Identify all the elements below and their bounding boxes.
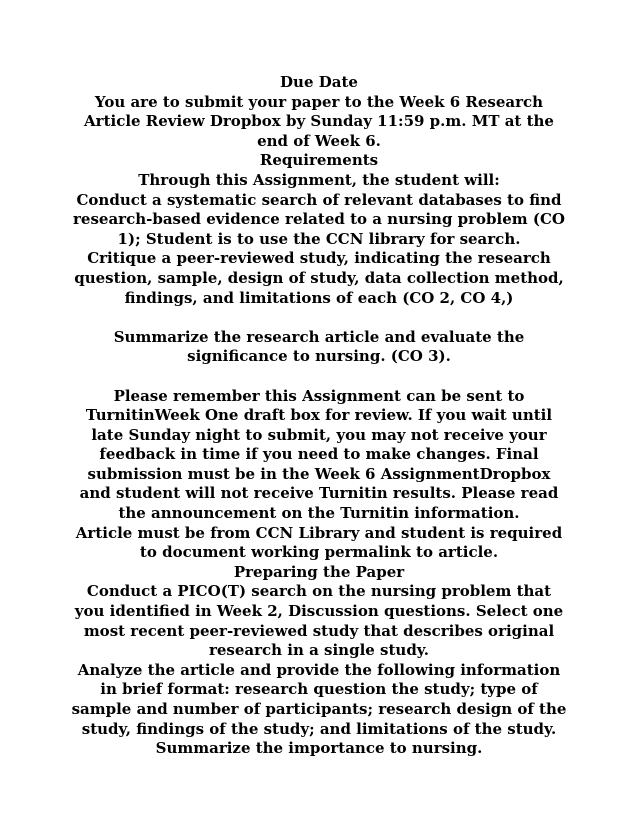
requirement-critique: Critique a peer-reviewed study, indicating the research question, sample, design of study, data collection method, findings, and limitations of each (CO 2, CO 4,) xyxy=(74,249,564,307)
article-note: Article must be from CCN Library and student is required to document working permalink to article. xyxy=(75,523,563,562)
analyze-instructions: Analyze the article and provide the following information in brief format: research question the study; type of sample and number of participants; research design of the study, findings of the study; and limitations of the study. Summarize the importance to nursing. xyxy=(71,660,567,758)
pico-instructions: Conduct a PICO(T) search on the nursing problem that you identified in Week 2, Discussion questions. Select one most recent peer-reviewed study that describes original research in a single study. xyxy=(74,582,564,660)
due-date-text: You are to submit your paper to the Week 6 Research Article Review Dropbox by Sunday 11:59 p.m. MT at the end of Week 6. xyxy=(84,92,554,150)
blank-line xyxy=(70,367,568,387)
requirement-search: Conduct a systematic search of relevant databases to find research-based evidence related to a nursing problem (CO 1); Student is to use the CCN library for search. xyxy=(73,190,565,248)
blank-line xyxy=(70,308,568,328)
requirements-heading: Requirements xyxy=(259,151,379,170)
turnitin-note: Please remember this Assignment can be sent to TurnitinWeek One draft box for review. If you wait until late Sunday night to submit, you may not receive your feedback in time if you need to make changes. Final submission must be in the Week 6 AssignmentDropbox and student will not receive Turnitin results. Please read the announcement on the Turnitin information. xyxy=(79,386,559,523)
document-page xyxy=(70,73,568,759)
requirements-intro: Through this Assignment, the student will: xyxy=(138,170,500,189)
due-date-heading: Due Date xyxy=(280,73,358,91)
preparing-heading: Preparing the Paper xyxy=(233,562,405,581)
requirement-summarize: Summarize the research article and evaluate the significance to nursing. (CO 3). xyxy=(113,327,525,366)
